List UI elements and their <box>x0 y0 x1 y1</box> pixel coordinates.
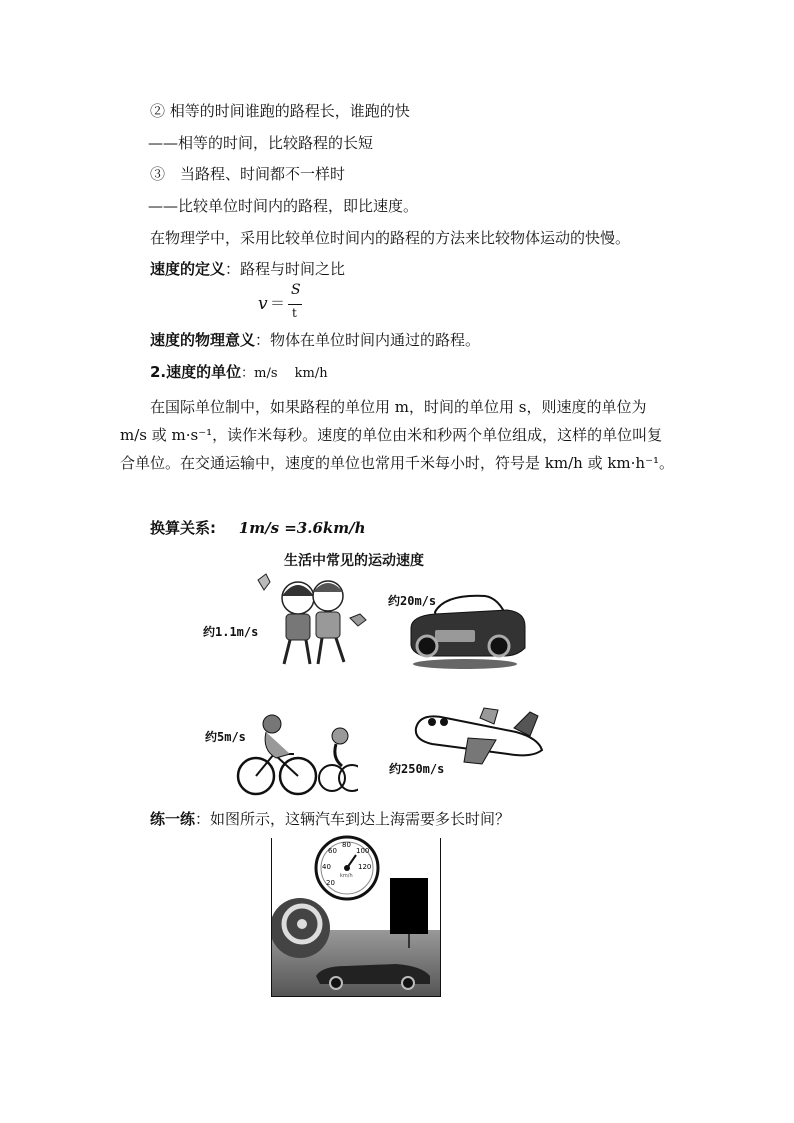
speed-unit <box>150 362 328 384</box>
unit-paragraph: 在国际单位制中，如果路程的单位用 m，时间的单位用 s，则速度的单位为 m/s 或 m·s⁻¹，读作米每秒。速度的单位由米和秒两个单位组成，这样的单位叫复合单位。在交通运输中，速度的单位也常用千米每小时，符号是 km/h 或 km·h⁻¹。 <box>120 398 675 472</box>
fraction-bar <box>288 304 302 305</box>
car-illustration <box>405 590 529 672</box>
exercise-text: ：如图所示，这辆汽车到达上海需要多长时间？ <box>195 810 511 828</box>
exercise-label: 练一练 <box>150 810 196 828</box>
unit-label: 2.速度的单位 <box>150 363 242 381</box>
convertible-car-icon <box>312 956 436 990</box>
bike-speed-label: 约5m/s <box>205 730 246 744</box>
car-speed-label: 约20m/s <box>388 594 437 608</box>
unit-text: ：m/s km/h <box>241 366 328 381</box>
line-equal-time: ② 相等的时间谁跑的路程长，谁跑的快 <box>150 102 410 120</box>
formula-numerator: S <box>291 282 301 298</box>
line-different-both: ③ 当路程、时间都不一样时 <box>150 165 346 183</box>
gauge-tick-100: 100 <box>356 847 370 855</box>
line-compare-distance: ——相等的时间，比较路程的长短 <box>148 134 374 152</box>
children-walking-illustration <box>250 572 370 674</box>
walk-speed-label: 约1.1m/s <box>203 625 259 639</box>
cyclists-illustration <box>236 712 358 798</box>
formula-denominator: t <box>292 306 297 320</box>
gauge-tick-80: 80 <box>342 841 351 849</box>
definition-text: ：路程与时间之比 <box>225 260 346 278</box>
figure-title: 生活中常见的运动速度 <box>284 553 424 569</box>
formula-eq: ＝ <box>270 294 286 312</box>
line-compare-speed: ——比较单位时间内的路程，即比速度。 <box>148 197 419 215</box>
conversion-label: 换算关系: <box>150 519 216 537</box>
conversion <box>150 518 366 538</box>
gauge-unit: km/h <box>340 873 353 879</box>
exercise <box>150 809 510 829</box>
definition-label: 速度的定义 <box>150 260 226 278</box>
speed-definition <box>150 259 345 279</box>
conversion-text: 1m/s =3.6km/h <box>238 519 366 537</box>
speedometer-icon <box>314 835 380 901</box>
gauge-tick-20: 20 <box>326 879 335 887</box>
gauge-tick-60: 60 <box>328 847 337 855</box>
speed-meaning <box>150 330 480 350</box>
road-sign <box>390 878 428 934</box>
line-physics-method: 在物理学中，采用比较单位时间内的路程的方法来比较物体运动的快慢。 <box>150 229 631 247</box>
formula-v: v <box>258 294 268 314</box>
gauge-tick-120: 120 <box>358 863 372 871</box>
gauge-tick-40: 40 <box>322 863 331 871</box>
meaning-label: 速度的物理意义 <box>150 331 256 349</box>
meaning-text: ：物体在单位时间内通过的路程。 <box>255 331 481 349</box>
sign-pole <box>408 934 410 948</box>
plane-speed-label: 约250m/s <box>389 762 445 776</box>
